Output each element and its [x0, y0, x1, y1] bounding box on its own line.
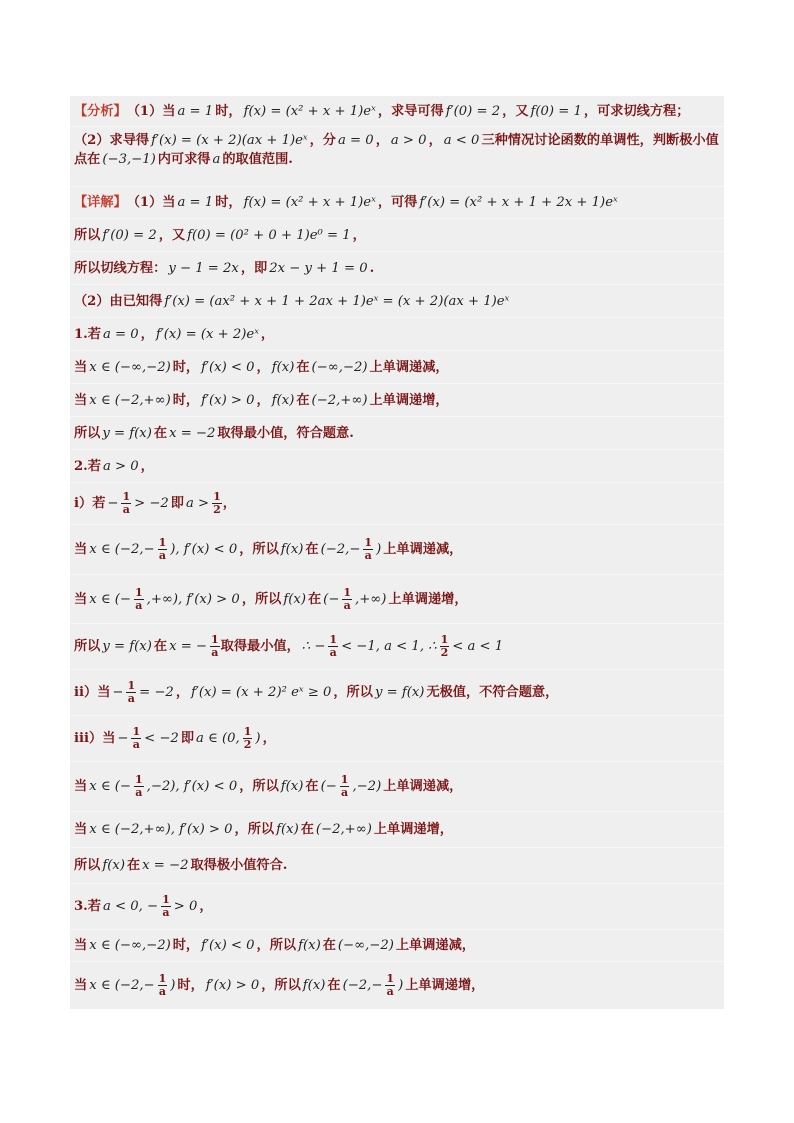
math-expression: f(x) [271, 392, 295, 408]
fraction-denominator: a [162, 906, 170, 919]
solution-line [70, 383, 724, 416]
text-run: 所以切线方程： [74, 260, 167, 276]
fraction [440, 634, 450, 659]
math-expression: x ∈ (−∞,−2) [89, 359, 171, 375]
math-expression: x ∈ (−2,+∞), f′(x) > 0 [89, 822, 233, 837]
text-run: ， [256, 359, 270, 375]
text-run: 当 [74, 359, 88, 375]
text-run: 上单调递增， [388, 591, 468, 607]
fraction-denominator: 2 [440, 646, 449, 659]
text-run: 1.若 [74, 326, 101, 342]
text-run: 内可求得 [157, 152, 211, 167]
fraction-numerator: 1 [132, 725, 141, 738]
fraction-numerator: 1 [440, 633, 449, 646]
math-expression: ) [376, 542, 382, 557]
solution-line [70, 811, 724, 847]
text-run: ，所以 [239, 542, 279, 557]
math-expression: − [117, 731, 129, 746]
math-expression: x ∈ (−2,+∞) [89, 392, 171, 408]
solution-line [70, 186, 724, 218]
fraction [212, 491, 222, 516]
fraction-numerator: 1 [343, 585, 352, 599]
math-expression: f′(x) > 0 [201, 392, 255, 408]
fraction-numerator: 1 [386, 972, 395, 985]
math-expression: f(x) = (x² + x + 1)eˣ [243, 103, 376, 119]
text-run: ，所以 [241, 591, 282, 607]
math-expression: f(x) [280, 779, 304, 794]
text-run: 当 [74, 392, 88, 408]
fraction-denominator: a [386, 985, 394, 998]
math-expression: y = f(x) [374, 685, 425, 700]
text-run: 取得最小值， [220, 639, 300, 654]
solution-line [70, 284, 724, 317]
text-run: ，可求切线方程； [583, 103, 690, 119]
fraction-denominator: a [135, 786, 143, 799]
math-expression: y = f(x) [102, 425, 152, 441]
math-expression: f′(0) = 2 [445, 103, 501, 119]
fraction [340, 774, 350, 799]
text-run: 所以 [74, 227, 101, 243]
text-run: 的取值范围. [222, 152, 293, 167]
solution-line [70, 761, 724, 811]
math-expression: f′(x) = (x + 2)(ax + 1)eˣ [151, 133, 308, 148]
text-run: ， [262, 731, 276, 746]
fraction-numerator: 1 [340, 773, 349, 786]
text-run: ，所以 [239, 779, 279, 794]
math-expression: f(x) [298, 938, 321, 953]
solution-line [70, 574, 724, 623]
text-run: 所以 [74, 639, 101, 654]
math-expression: 2x − y + 1 = 0 [269, 260, 368, 276]
text-run: 在 [327, 978, 341, 993]
math-expression: f′(x) > 0 [205, 978, 260, 993]
math-expression: a < 0, − [102, 899, 159, 914]
math-expression: (−2,− [320, 542, 361, 557]
fraction [134, 587, 144, 612]
fraction [121, 491, 131, 516]
fraction [134, 774, 144, 799]
solution-line [70, 929, 724, 961]
fraction [328, 634, 338, 659]
fraction-numerator: 1 [134, 773, 143, 786]
math-expression: a = 1 [177, 195, 214, 210]
fraction [342, 587, 352, 612]
fraction [243, 726, 253, 751]
fraction-denominator: a [135, 598, 143, 612]
solution-line [70, 715, 724, 761]
text-run: ， [352, 227, 366, 243]
fraction-denominator: a [343, 598, 351, 612]
math-expression: f(x) [283, 591, 306, 607]
text-run: ，所以 [261, 978, 301, 993]
math-expression: ) [398, 978, 404, 993]
fraction-denominator: a [132, 738, 140, 751]
section-tag: 【分析】 [74, 103, 127, 119]
fraction-numerator: 1 [210, 633, 219, 646]
fraction [131, 726, 141, 751]
solution-line [70, 524, 724, 574]
math-expression: ∴ − [301, 639, 326, 654]
text-run: ，即 [240, 260, 268, 276]
text-run: 在 [305, 779, 319, 794]
math-expression: (− [323, 591, 340, 607]
math-expression: f′(x) = (x² + x + 1 + 2x + 1)eˣ [419, 195, 618, 210]
fraction [385, 973, 395, 998]
text-run: 取得极小值符合. [190, 858, 288, 873]
fraction-numerator: 1 [162, 893, 170, 906]
fraction [158, 973, 168, 998]
solution-sheet [70, 96, 724, 1009]
solution-line [70, 350, 724, 383]
text-run: 所以 [74, 425, 101, 441]
text-run: 三种情况讨论函数的单调性，判断极小值点在 [74, 133, 719, 167]
fraction [210, 634, 220, 659]
text-run: 时， [215, 195, 242, 210]
math-expression: (−2,− [342, 978, 383, 993]
math-expression: a = 0 [102, 326, 139, 342]
text-run: ， [260, 326, 275, 342]
solution-line [70, 883, 724, 929]
text-run: （1）当 [126, 195, 176, 210]
text-run: i）若 [74, 496, 106, 511]
math-expression: f(0) = (0² + 0 + 1)e⁰ = 1 [187, 227, 351, 243]
math-expression: ,+∞) [355, 591, 387, 607]
math-expression: (−∞,−2) [311, 359, 368, 375]
solution-line [70, 317, 724, 350]
text-run: ，所以 [234, 822, 275, 837]
text-run: 取得最小值，符合题意. [217, 425, 354, 441]
math-expression: a < 0 [443, 133, 480, 148]
text-run: 上单调递减， [383, 542, 463, 557]
fraction-denominator: a [211, 646, 219, 659]
math-expression: f(x) [102, 858, 125, 873]
text-run: ， [140, 458, 154, 474]
fraction-denominator: 2 [243, 738, 252, 751]
text-run: 上单调递减， [383, 779, 463, 794]
text-run: ，所以 [256, 938, 297, 953]
fraction-denominator: 2 [213, 503, 221, 516]
text-run: 时， [172, 392, 200, 408]
solution-line [70, 623, 724, 669]
text-run: 在 [153, 639, 168, 654]
math-expression: f′(x) = (x + 2)² eˣ ≥ 0 [191, 685, 332, 700]
text-run: ，可得 [377, 195, 418, 210]
text-run: ， [375, 133, 389, 148]
fraction-numerator: 1 [127, 679, 136, 692]
math-expression: < a < 1 [452, 639, 504, 654]
math-expression: f(x) [302, 978, 326, 993]
math-expression: ,−2), f′(x) < 0 [146, 779, 238, 794]
text-run: 在 [322, 938, 336, 953]
text-run: 上单调递增， [369, 392, 449, 408]
math-expression: f(x) [271, 359, 295, 375]
math-expression: a > [185, 496, 210, 511]
text-run: 2.若 [74, 458, 101, 474]
text-run: 当 [74, 779, 88, 794]
math-expression: x ∈ (−∞,−2) [89, 938, 171, 953]
text-run: ，分 [309, 133, 336, 148]
math-expression: (−∞,−2) [337, 938, 394, 953]
math-expression: f′(x) = (x + 2)eˣ [155, 326, 259, 342]
fraction-numerator: 1 [243, 725, 252, 738]
text-run: 当 [74, 591, 88, 607]
math-expression: < −1, a < 1, ∴ [341, 639, 437, 654]
text-run: 上单调递减， [395, 938, 475, 953]
math-expression: x = − [169, 639, 207, 654]
text-run: ii）当 [74, 685, 111, 700]
fraction [126, 680, 136, 705]
text-run: ， [140, 326, 154, 342]
text-run: 即 [170, 496, 184, 511]
math-expression: ,+∞), f′(x) > 0 [146, 591, 240, 607]
solution-line [70, 251, 724, 284]
fraction-numerator: 1 [134, 585, 143, 599]
text-run: ， [199, 899, 213, 914]
solution-line [70, 126, 724, 186]
fraction-numerator: 1 [329, 633, 338, 646]
math-expression: f(x) = (x² + x + 1)eˣ [243, 195, 376, 210]
math-expression: (−2,+∞) [315, 822, 372, 837]
text-run: （1）当 [126, 103, 176, 119]
fraction-denominator: a [329, 646, 337, 659]
solution-line [70, 961, 724, 1009]
text-run: 在 [296, 359, 310, 375]
fraction-numerator: 1 [122, 490, 131, 503]
math-expression: − [112, 685, 124, 700]
math-expression: x = −2 [169, 425, 216, 441]
math-expression: a > 0 [390, 133, 427, 148]
text-run: 上单调递减， [369, 359, 449, 375]
text-run: 当 [74, 978, 88, 993]
text-run: 当 [74, 822, 88, 837]
text-run: 在 [307, 591, 322, 607]
math-expression: f′(x) = (ax² + x + 1 + 2ax + 1)eˣ = (x + 2)(ax + 1)eˣ [164, 293, 510, 309]
solution-line [70, 669, 724, 715]
text-run: iii）当 [74, 731, 116, 746]
fraction-denominator: a [158, 985, 166, 998]
solution-line [70, 416, 724, 449]
math-expression: x ∈ (−2,− [89, 542, 155, 557]
text-run: 在 [305, 542, 319, 557]
math-expression: a [212, 152, 221, 167]
math-expression: f′(x) < 0 [201, 359, 255, 375]
math-expression: (−3,−1) [102, 152, 156, 167]
math-expression: a > 0 [102, 458, 139, 474]
text-run: 即 [180, 731, 194, 746]
fraction-numerator: 1 [158, 972, 167, 985]
text-run: ， [222, 496, 236, 511]
math-expression: x ∈ (−2,− [89, 978, 155, 993]
fraction [161, 894, 171, 919]
math-expression: f(x) [276, 822, 299, 837]
math-expression: < −2 [144, 731, 179, 746]
text-run: ， [428, 133, 442, 148]
text-run: 当 [74, 542, 88, 557]
text-run: 时， [215, 103, 242, 119]
text-run: 时， [172, 938, 200, 953]
math-expression: y = f(x) [102, 639, 152, 654]
text-run: ， [256, 392, 270, 408]
math-expression: ,−2) [352, 779, 382, 794]
text-run: 在 [296, 392, 310, 408]
fraction-denominator: a [127, 692, 135, 705]
text-run: 在 [153, 425, 168, 441]
fraction-numerator: 1 [158, 536, 167, 549]
text-run: （2）求导得 [74, 133, 150, 148]
text-run: 在 [126, 858, 141, 873]
math-expression: a ∈ (0, [196, 731, 240, 746]
text-run: ， [175, 685, 189, 700]
text-run: 无极值，不符合题意， [426, 685, 559, 700]
fraction-denominator: a [364, 549, 372, 562]
math-expression: ) [255, 731, 261, 746]
math-expression: x ∈ (− [89, 779, 131, 794]
fraction-numerator: 1 [364, 536, 373, 549]
math-expression: x = −2 [142, 858, 189, 873]
math-expression: f(0) = 1 [530, 103, 582, 119]
fraction [363, 537, 373, 562]
text-run: 所以 [74, 858, 101, 873]
text-run: ，所以 [333, 685, 373, 700]
solution-line [70, 449, 724, 482]
math-expression: f(x) [280, 542, 304, 557]
text-run: 3.若 [74, 899, 101, 914]
math-expression: a = 0 [338, 133, 374, 148]
math-expression: (− [320, 779, 337, 794]
math-expression: > 0 [173, 899, 198, 914]
solution-line [70, 482, 724, 524]
section-tag: 【详解】 [74, 195, 127, 210]
text-run: 时， [177, 978, 204, 993]
text-run: 时， [172, 359, 200, 375]
text-run: ，又 [158, 227, 186, 243]
fraction-denominator: a [122, 503, 130, 516]
math-expression: ), f′(x) < 0 [170, 542, 238, 557]
fraction [158, 537, 168, 562]
math-expression: x ∈ (− [89, 591, 131, 607]
math-expression: ) [170, 978, 176, 993]
fraction-denominator: a [158, 549, 166, 562]
math-expression: (−2,+∞) [311, 392, 368, 408]
text-run: 上单调递增， [405, 978, 485, 993]
text-run: （2）由已知得 [74, 293, 163, 309]
solution-line [70, 847, 724, 883]
text-run: 上单调递增， [373, 822, 453, 837]
math-expression: f′(x) < 0 [201, 938, 255, 953]
math-expression: = −2 [139, 685, 174, 700]
math-expression: − [107, 496, 119, 511]
fraction-denominator: a [341, 786, 349, 799]
text-run: ，又 [502, 103, 529, 119]
solution-line [70, 218, 724, 251]
fraction-numerator: 1 [213, 490, 221, 503]
math-expression: y − 1 = 2x [168, 260, 239, 276]
text-run: . [369, 260, 375, 276]
text-run: 在 [300, 822, 314, 837]
math-expression: a = 1 [177, 103, 214, 119]
text-run: ，求导可得 [377, 103, 444, 119]
text-run: 当 [74, 938, 88, 953]
solution-line [70, 96, 724, 126]
math-expression: > −2 [134, 496, 169, 511]
math-expression: f′(0) = 2 [102, 227, 157, 243]
